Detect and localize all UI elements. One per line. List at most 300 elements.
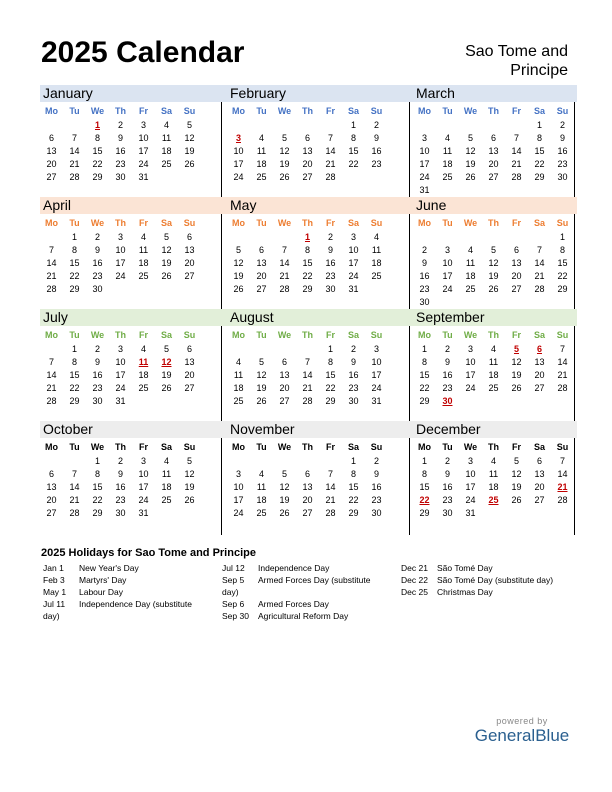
day-cell: 1 <box>71 232 77 242</box>
day-cell: 1 <box>71 344 77 354</box>
day-cell: 10 <box>465 357 476 367</box>
weekday-label: Th <box>488 218 499 228</box>
day-cell: 8 <box>94 133 100 143</box>
day-cell: 2 <box>373 120 379 130</box>
day-cell: 25 <box>233 396 244 406</box>
day-cell: 3 <box>373 344 379 354</box>
day-cell: 26 <box>161 383 172 393</box>
day-cell: 14 <box>511 146 522 156</box>
day-cell: 21 <box>511 159 522 169</box>
day-cell: 31 <box>138 172 149 182</box>
holiday-date: Sep 6 <box>222 599 245 609</box>
day-cell: 29 <box>92 172 103 182</box>
day-cell: 6 <box>48 469 54 479</box>
day-cell: 23 <box>419 284 430 294</box>
day-cell: 4 <box>373 232 379 242</box>
day-cell: 4 <box>490 456 496 466</box>
weekday-label: Th <box>302 106 313 116</box>
holiday-date: Jan 1 <box>43 563 64 573</box>
weekday-label: We <box>90 442 105 452</box>
day-cell: 30 <box>115 508 126 518</box>
day-cell: 19 <box>161 258 172 268</box>
holiday-item <box>43 598 193 622</box>
weekday-label: Mo <box>418 218 431 228</box>
weekday-label: Mo <box>232 218 245 228</box>
holiday-item <box>401 586 571 598</box>
day-cell: 14 <box>46 370 57 380</box>
day-cell: 1 <box>421 456 427 466</box>
day-cell: 14 <box>46 258 57 268</box>
weekday-label: Su <box>370 106 383 116</box>
day-cell: 8 <box>327 357 333 367</box>
day-cell: 3 <box>140 456 146 466</box>
day-cell: 9 <box>117 469 123 479</box>
holiday-item <box>222 598 387 610</box>
day-cell: 25 <box>256 172 267 182</box>
day-cell: 11 <box>233 370 244 380</box>
day-cell: 6 <box>490 133 496 143</box>
day-cell: 13 <box>511 258 522 268</box>
day-cell: 11 <box>161 133 172 143</box>
day-cell: 11 <box>465 258 476 268</box>
weekday-label: Fr <box>139 442 148 452</box>
day-cell: 25 <box>161 495 172 505</box>
day-cell: 5 <box>235 245 241 255</box>
day-cell: 24 <box>465 383 476 393</box>
day-cell: 8 <box>94 469 100 479</box>
day-cell: 5 <box>258 357 264 367</box>
day-cell: 12 <box>511 357 522 367</box>
day-cell: 3 <box>421 133 427 143</box>
day-cell: 24 <box>233 508 244 518</box>
day-cell: 14 <box>69 482 80 492</box>
weekday-label: Tu <box>442 442 453 452</box>
day-cell: 6 <box>304 469 310 479</box>
day-cell: 12 <box>161 245 172 255</box>
weekday-label: Mo <box>45 218 58 228</box>
day-cell: 21 <box>557 370 568 380</box>
month-name: January <box>40 85 227 102</box>
month-december <box>413 421 575 533</box>
holiday-item <box>43 586 193 598</box>
day-cell: 30 <box>557 172 568 182</box>
holiday-day-cell: 1 <box>304 232 310 242</box>
day-cell: 15 <box>69 370 80 380</box>
weekday-label: We <box>277 330 292 340</box>
day-cell: 27 <box>488 172 499 182</box>
day-cell: 7 <box>48 357 54 367</box>
holiday-day-cell: 30 <box>442 396 453 406</box>
day-cell: 26 <box>184 159 195 169</box>
day-cell: 9 <box>373 469 379 479</box>
day-cell: 26 <box>465 172 476 182</box>
day-cell: 12 <box>488 258 499 268</box>
brand-name: GeneralBlue <box>474 726 570 745</box>
weekday-label: Sa <box>533 442 545 452</box>
day-cell: 11 <box>488 357 499 367</box>
day-cell: 2 <box>350 344 356 354</box>
day-cell: 26 <box>279 172 290 182</box>
day-cell: 12 <box>465 146 476 156</box>
day-cell: 23 <box>371 159 382 169</box>
day-cell: 21 <box>302 383 313 393</box>
holiday-day-cell: 3 <box>235 133 241 143</box>
weekday-label: Fr <box>512 218 521 228</box>
day-cell: 7 <box>513 133 519 143</box>
holiday-day-cell: 6 <box>536 344 542 354</box>
day-cell: 15 <box>92 482 103 492</box>
day-cell: 4 <box>163 456 169 466</box>
day-cell: 4 <box>163 120 169 130</box>
weekday-label: We <box>463 106 478 116</box>
day-cell: 15 <box>348 146 359 156</box>
day-cell: 27 <box>511 284 522 294</box>
day-cell: 16 <box>371 482 382 492</box>
day-cell: 12 <box>184 469 195 479</box>
weekday-label: Th <box>302 218 313 228</box>
holiday-day-cell: 25 <box>488 495 499 505</box>
day-cell: 17 <box>465 370 476 380</box>
day-cell: 23 <box>442 383 453 393</box>
holiday-name: Christmas Day <box>437 587 493 597</box>
day-cell: 24 <box>115 383 126 393</box>
day-cell: 5 <box>281 469 287 479</box>
day-cell: 25 <box>465 284 476 294</box>
day-cell: 29 <box>69 284 80 294</box>
month-name: October <box>40 421 227 438</box>
day-cell: 6 <box>186 344 192 354</box>
day-cell: 3 <box>467 344 473 354</box>
day-cell: 6 <box>536 456 542 466</box>
holiday-day-cell: 5 <box>513 344 519 354</box>
weekday-label: Sa <box>347 442 359 452</box>
day-cell: 13 <box>256 258 267 268</box>
day-cell: 8 <box>304 245 310 255</box>
day-cell: 13 <box>534 469 545 479</box>
day-cell: 3 <box>235 469 241 479</box>
day-cell: 17 <box>442 271 453 281</box>
day-cell: 5 <box>490 245 496 255</box>
day-cell: 8 <box>350 469 356 479</box>
day-cell: 2 <box>327 232 333 242</box>
weekday-label: Su <box>183 330 196 340</box>
day-cell: 20 <box>302 495 313 505</box>
weekday-label: Tu <box>69 218 80 228</box>
day-cell: 21 <box>69 495 80 505</box>
day-cell: 29 <box>348 508 359 518</box>
day-cell: 3 <box>117 344 123 354</box>
weekday-label: Mo <box>418 442 431 452</box>
day-cell: 14 <box>279 258 290 268</box>
weekday-label: Tu <box>69 442 80 452</box>
weekday-label: We <box>277 218 292 228</box>
weekday-label: Sa <box>533 106 545 116</box>
holiday-day-cell: 21 <box>557 482 568 492</box>
holidays-title: 2025 Holidays for Sao Tome and Principe <box>41 547 256 559</box>
day-cell: 26 <box>233 284 244 294</box>
day-cell: 7 <box>327 469 333 479</box>
day-cell: 29 <box>92 508 103 518</box>
day-cell: 19 <box>184 482 195 492</box>
holiday-name: Labour Day <box>79 587 123 597</box>
day-cell: 10 <box>371 357 382 367</box>
day-cell: 17 <box>371 370 382 380</box>
month-name: May <box>227 197 414 214</box>
day-cell: 28 <box>511 172 522 182</box>
day-cell: 29 <box>325 396 336 406</box>
day-cell: 11 <box>161 469 172 479</box>
day-cell: 18 <box>161 146 172 156</box>
month-name: July <box>40 309 227 326</box>
weekday-label: Su <box>556 330 569 340</box>
day-cell: 27 <box>302 172 313 182</box>
day-cell: 31 <box>371 396 382 406</box>
month-name: June <box>413 197 577 214</box>
weekday-label: Tu <box>256 218 267 228</box>
weekday-label: Tu <box>442 330 453 340</box>
day-cell: 16 <box>442 370 453 380</box>
day-cell: 16 <box>92 370 103 380</box>
month-name: August <box>227 309 414 326</box>
day-cell: 30 <box>348 396 359 406</box>
day-cell: 29 <box>534 172 545 182</box>
holiday-day-cell: 11 <box>138 357 149 367</box>
day-cell: 1 <box>350 120 356 130</box>
weekday-label: Tu <box>256 106 267 116</box>
day-cell: 14 <box>69 146 80 156</box>
day-cell: 25 <box>488 383 499 393</box>
day-cell: 26 <box>279 508 290 518</box>
day-cell: 19 <box>511 482 522 492</box>
day-cell: 21 <box>69 159 80 169</box>
day-cell: 15 <box>419 370 430 380</box>
day-cell: 7 <box>559 344 565 354</box>
holidays-column <box>43 562 193 622</box>
day-cell: 4 <box>467 245 473 255</box>
day-cell: 12 <box>256 370 267 380</box>
holiday-item <box>43 562 193 574</box>
day-cell: 30 <box>325 284 336 294</box>
holiday-date: Dec 21 <box>401 563 428 573</box>
day-cell: 14 <box>534 258 545 268</box>
day-cell: 20 <box>302 159 313 169</box>
weekday-label: We <box>277 442 292 452</box>
day-cell: 7 <box>71 469 77 479</box>
month-name: December <box>413 421 577 438</box>
day-cell: 28 <box>69 508 80 518</box>
day-cell: 12 <box>233 258 244 268</box>
holiday-day-cell: 1 <box>94 120 100 130</box>
day-cell: 13 <box>302 482 313 492</box>
day-cell: 31 <box>115 396 126 406</box>
day-cell: 5 <box>186 456 192 466</box>
day-cell: 17 <box>138 146 149 156</box>
day-cell: 13 <box>534 357 545 367</box>
weekday-label: Mo <box>232 330 245 340</box>
month-name: March <box>413 85 577 102</box>
day-cell: 22 <box>92 159 103 169</box>
day-cell: 17 <box>348 258 359 268</box>
day-cell: 22 <box>92 495 103 505</box>
weekday-label: Mo <box>232 442 245 452</box>
day-cell: 4 <box>444 133 450 143</box>
day-cell: 9 <box>350 357 356 367</box>
day-cell: 17 <box>465 482 476 492</box>
day-cell: 4 <box>490 344 496 354</box>
day-cell: 18 <box>138 370 149 380</box>
day-cell: 20 <box>256 271 267 281</box>
day-cell: 30 <box>92 284 103 294</box>
day-cell: 26 <box>184 495 195 505</box>
day-cell: 13 <box>46 482 57 492</box>
month-may <box>227 197 389 309</box>
holiday-name: Independence Day <box>258 563 330 573</box>
day-cell: 18 <box>488 482 499 492</box>
day-cell: 18 <box>256 159 267 169</box>
day-cell: 1 <box>350 456 356 466</box>
day-cell: 10 <box>233 482 244 492</box>
holiday-name: Martyrs' Day <box>79 575 127 585</box>
day-cell: 31 <box>465 508 476 518</box>
month-march <box>413 85 575 197</box>
day-cell: 27 <box>184 383 195 393</box>
day-cell: 24 <box>371 383 382 393</box>
holiday-item <box>401 562 571 574</box>
day-cell: 15 <box>302 258 313 268</box>
month-january <box>40 85 202 197</box>
weekday-label: Mo <box>418 330 431 340</box>
day-cell: 17 <box>233 495 244 505</box>
day-cell: 18 <box>442 159 453 169</box>
day-cell: 7 <box>559 456 565 466</box>
day-cell: 16 <box>557 146 568 156</box>
day-cell: 1 <box>421 344 427 354</box>
day-cell: 20 <box>279 383 290 393</box>
holiday-date: Sep 30 <box>222 611 249 621</box>
day-cell: 4 <box>258 469 264 479</box>
day-cell: 23 <box>348 383 359 393</box>
day-cell: 2 <box>117 456 123 466</box>
day-cell: 9 <box>94 245 100 255</box>
weekday-label: Sa <box>347 106 359 116</box>
day-cell: 26 <box>488 284 499 294</box>
weekday-label: Fr <box>512 330 521 340</box>
day-cell: 2 <box>559 120 565 130</box>
day-cell: 6 <box>48 133 54 143</box>
weekday-label: Th <box>115 218 126 228</box>
day-cell: 24 <box>233 172 244 182</box>
day-cell: 7 <box>48 245 54 255</box>
day-cell: 21 <box>279 271 290 281</box>
weekday-label: Th <box>488 106 499 116</box>
day-cell: 13 <box>279 370 290 380</box>
day-cell: 29 <box>302 284 313 294</box>
day-cell: 8 <box>559 245 565 255</box>
country-name <box>368 42 568 80</box>
day-cell: 22 <box>325 383 336 393</box>
weekday-label: We <box>463 218 478 228</box>
weekday-label: We <box>277 106 292 116</box>
day-cell: 30 <box>92 396 103 406</box>
day-cell: 15 <box>534 146 545 156</box>
weekday-label: We <box>463 330 478 340</box>
day-cell: 9 <box>559 133 565 143</box>
weekday-label: Fr <box>326 106 335 116</box>
day-cell: 18 <box>371 258 382 268</box>
weekday-label: Fr <box>139 218 148 228</box>
day-cell: 20 <box>46 495 57 505</box>
day-cell: 25 <box>138 271 149 281</box>
day-cell: 15 <box>325 370 336 380</box>
weekday-label: We <box>463 442 478 452</box>
day-cell: 23 <box>92 271 103 281</box>
weekday-label: Mo <box>45 330 58 340</box>
weekday-label: Th <box>302 442 313 452</box>
weekday-label: Fr <box>326 442 335 452</box>
day-cell: 23 <box>325 271 336 281</box>
day-cell: 29 <box>419 508 430 518</box>
holiday-day-cell: 22 <box>419 495 430 505</box>
holiday-item <box>222 610 387 622</box>
day-cell: 6 <box>186 232 192 242</box>
holiday-date: Feb 3 <box>43 575 65 585</box>
holiday-date: Dec 22 <box>401 575 428 585</box>
day-cell: 4 <box>258 133 264 143</box>
day-cell: 19 <box>511 370 522 380</box>
day-cell: 6 <box>258 245 264 255</box>
month-june <box>413 197 575 309</box>
day-cell: 10 <box>115 357 126 367</box>
weekday-label: Sa <box>347 330 359 340</box>
day-cell: 19 <box>465 159 476 169</box>
weekday-label: We <box>90 330 105 340</box>
day-cell: 1 <box>536 120 542 130</box>
holiday-name: New Year's Day <box>79 563 139 573</box>
holiday-name: Armed Forces Day (substitute day) <box>222 575 371 597</box>
day-cell: 21 <box>46 383 57 393</box>
day-cell: 22 <box>69 271 80 281</box>
day-cell: 12 <box>511 469 522 479</box>
day-cell: 10 <box>442 258 453 268</box>
month-july <box>40 309 202 421</box>
day-cell: 20 <box>511 271 522 281</box>
day-cell: 16 <box>92 258 103 268</box>
day-cell: 22 <box>348 159 359 169</box>
weekday-label: Sa <box>160 218 172 228</box>
weekday-label: Tu <box>69 330 80 340</box>
weekday-label: Fr <box>326 330 335 340</box>
day-cell: 17 <box>233 159 244 169</box>
weekday-label: Su <box>556 218 569 228</box>
day-cell: 18 <box>488 370 499 380</box>
day-cell: 23 <box>92 383 103 393</box>
day-cell: 9 <box>444 469 450 479</box>
weekday-label: Th <box>115 106 126 116</box>
day-cell: 7 <box>281 245 287 255</box>
weekday-label: Fr <box>139 330 148 340</box>
day-cell: 19 <box>184 146 195 156</box>
day-cell: 24 <box>138 495 149 505</box>
day-cell: 27 <box>46 508 57 518</box>
day-cell: 26 <box>511 495 522 505</box>
day-cell: 27 <box>534 383 545 393</box>
day-cell: 13 <box>302 146 313 156</box>
weekday-label: Mo <box>232 106 245 116</box>
weekday-label: Tu <box>256 442 267 452</box>
day-cell: 24 <box>419 172 430 182</box>
day-cell: 15 <box>419 482 430 492</box>
day-cell: 8 <box>71 245 77 255</box>
